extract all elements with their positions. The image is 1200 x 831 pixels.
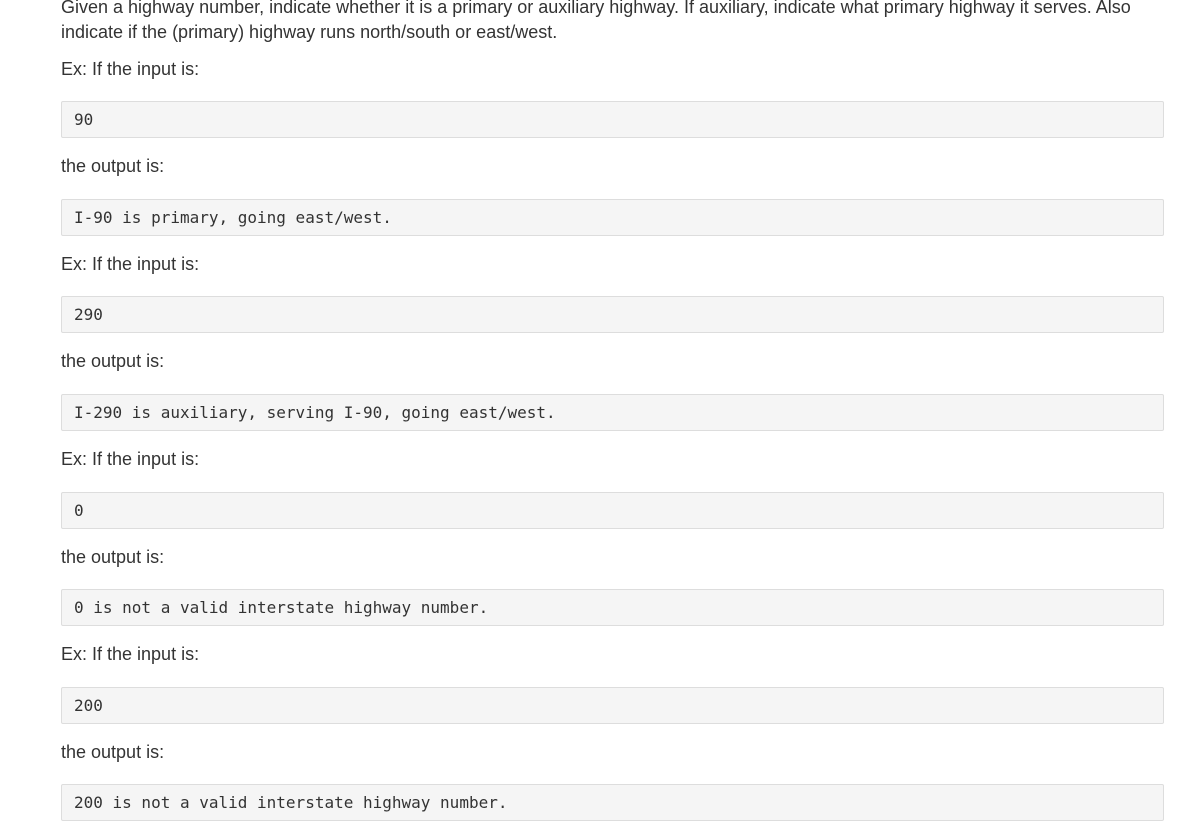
input-label: Ex: If the input is: <box>61 449 200 469</box>
output-code-box: I-290 is auxiliary, serving I-90, going east/west. <box>61 394 1164 431</box>
input-label: Ex: If the input is: <box>61 644 200 664</box>
input-label: Ex: If the input is: <box>61 59 200 79</box>
example-1 <box>61 57 199 81</box>
problem-description <box>61 0 1164 812</box>
output-label: the output is: <box>61 547 165 567</box>
output-code-box: 200 is not a valid interstate highway number. <box>61 784 1164 821</box>
output-code-box: 0 is not a valid interstate highway number. <box>61 589 1164 626</box>
output-code-box: I-90 is primary, going east/west. <box>61 199 1164 236</box>
input-code-box: 0 <box>61 492 1164 529</box>
output-label: the output is: <box>61 156 165 176</box>
input-label: Ex: If the input is: <box>61 254 200 274</box>
example-2 <box>61 252 199 276</box>
example-3 <box>61 447 199 471</box>
intro-paragraph: Given a highway number, indicate whether it is a primary or auxiliary highway. If auxiliary, indicate what primary highway it serves. Also indicate if the (primary) highway runs north/south or east/west. <box>61 0 1131 42</box>
output-label: the output is: <box>61 351 165 371</box>
input-code-box: 90 <box>61 101 1164 138</box>
output-label: the output is: <box>61 742 165 762</box>
input-code-box: 200 <box>61 687 1164 724</box>
example-4 <box>61 642 199 666</box>
input-code-box: 290 <box>61 296 1164 333</box>
